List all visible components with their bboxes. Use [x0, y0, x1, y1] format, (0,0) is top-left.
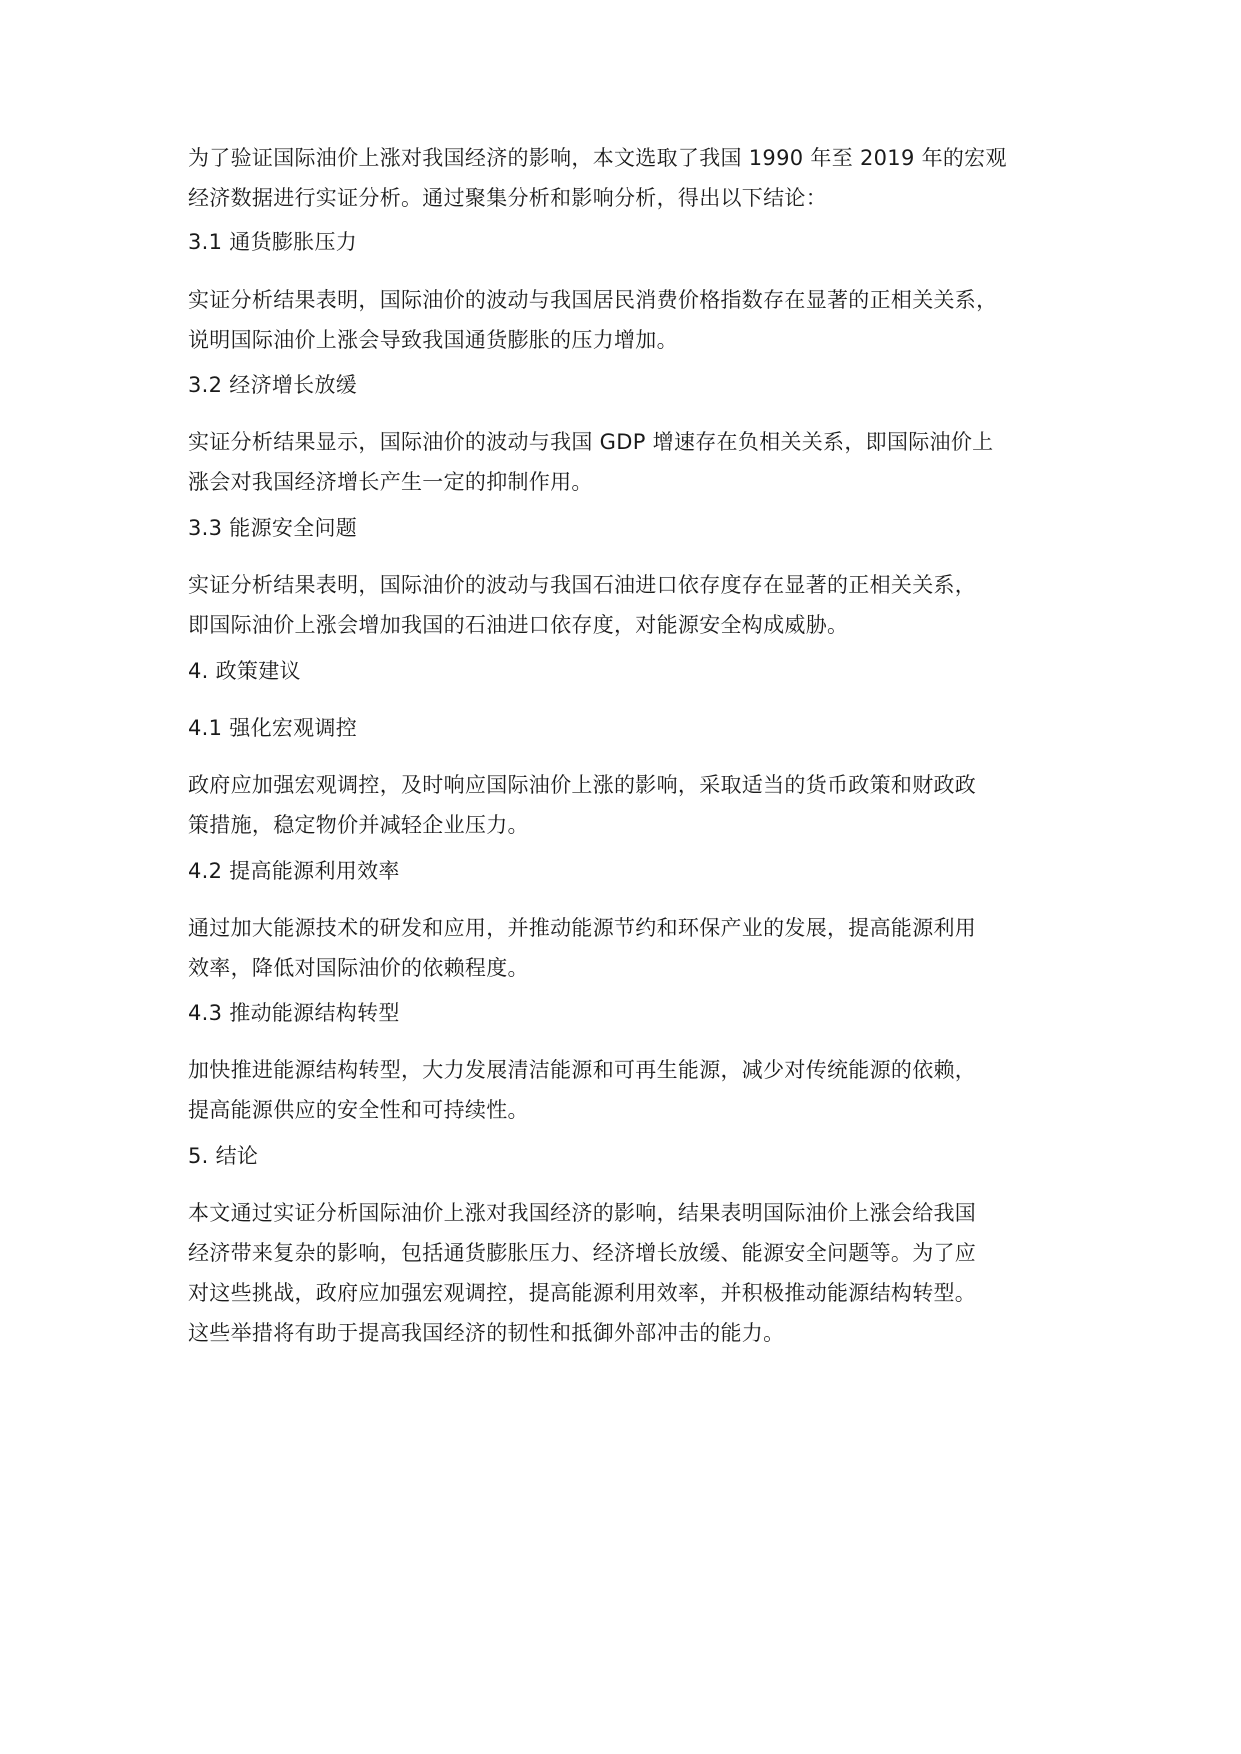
section-4-2-paragraph	[188, 908, 1088, 988]
text-line: 通过加大能源技术的研发和应用，并推动能源节约和环保产业的发展，提高能源利用	[188, 916, 977, 940]
text-line: 这些举措将有助于提高我国经济的韧性和抵御外部冲击的能力。	[188, 1321, 785, 1345]
section-heading-5: 5. 结论	[188, 1144, 259, 1168]
section-heading-3-2: 3.2 经济增长放缓	[188, 373, 358, 397]
text-line: 说明国际油价上涨会导致我国通货膨胀的压力增加。	[188, 328, 678, 352]
section-heading-4: 4. 政策建议	[188, 659, 301, 683]
text-line: 策措施，稳定物价并减轻企业压力。	[188, 813, 529, 837]
intro-paragraph	[188, 138, 1088, 218]
text-line: 实证分析结果表明，国际油价的波动与我国居民消费价格指数存在显著的正相关关系，	[188, 288, 998, 312]
section-5-paragraph	[188, 1193, 1088, 1353]
text-line: 实证分析结果表明，国际油价的波动与我国石油进口依存度存在显著的正相关关系，	[188, 573, 977, 597]
section-heading-4-1: 4.1 强化宏观调控	[188, 716, 358, 740]
text-line: 加快推进能源结构转型，大力发展清洁能源和可再生能源，减少对传统能源的依赖，	[188, 1058, 977, 1082]
section-heading-3-3: 3.3 能源安全问题	[188, 516, 358, 540]
text-line: 对这些挑战，政府应加强宏观调控，提高能源利用效率，并积极推动能源结构转型。	[188, 1281, 977, 1305]
section-3-3-paragraph	[188, 565, 1088, 645]
text-line: 为了验证国际油价上涨对我国经济的影响，本文选取了我国 1990 年至 2019 年的宏观	[188, 146, 1007, 170]
section-4-3-paragraph	[188, 1050, 1088, 1130]
section-heading-4-3: 4.3 推动能源结构转型	[188, 1001, 400, 1025]
text-line: 经济带来复杂的影响，包括通货膨胀压力、经济增长放缓、能源安全问题等。为了应	[188, 1241, 977, 1265]
section-3-1-paragraph	[188, 280, 1088, 360]
text-line: 即国际油价上涨会增加我国的石油进口依存度，对能源安全构成威胁。	[188, 613, 849, 637]
section-4-1-paragraph	[188, 765, 1088, 845]
text-line: 本文通过实证分析国际油价上涨对我国经济的影响，结果表明国际油价上涨会给我国	[188, 1201, 977, 1225]
text-line: 效率，降低对国际油价的依赖程度。	[188, 956, 529, 980]
section-3-2-paragraph	[188, 422, 1088, 502]
section-heading-3-1: 3.1 通货膨胀压力	[188, 230, 358, 254]
text-line: 实证分析结果显示，国际油价的波动与我国 GDP 增速存在负相关关系，即国际油价上	[188, 430, 994, 454]
text-line: 提高能源供应的安全性和可持续性。	[188, 1098, 529, 1122]
text-line: 政府应加强宏观调控，及时响应国际油价上涨的影响，采取适当的货币政策和财政政	[188, 773, 977, 797]
text-line: 涨会对我国经济增长产生一定的抑制作用。	[188, 470, 593, 494]
section-heading-4-2: 4.2 提高能源利用效率	[188, 859, 400, 883]
text-line: 经济数据进行实证分析。通过聚集分析和影响分析，得出以下结论：	[188, 186, 827, 210]
